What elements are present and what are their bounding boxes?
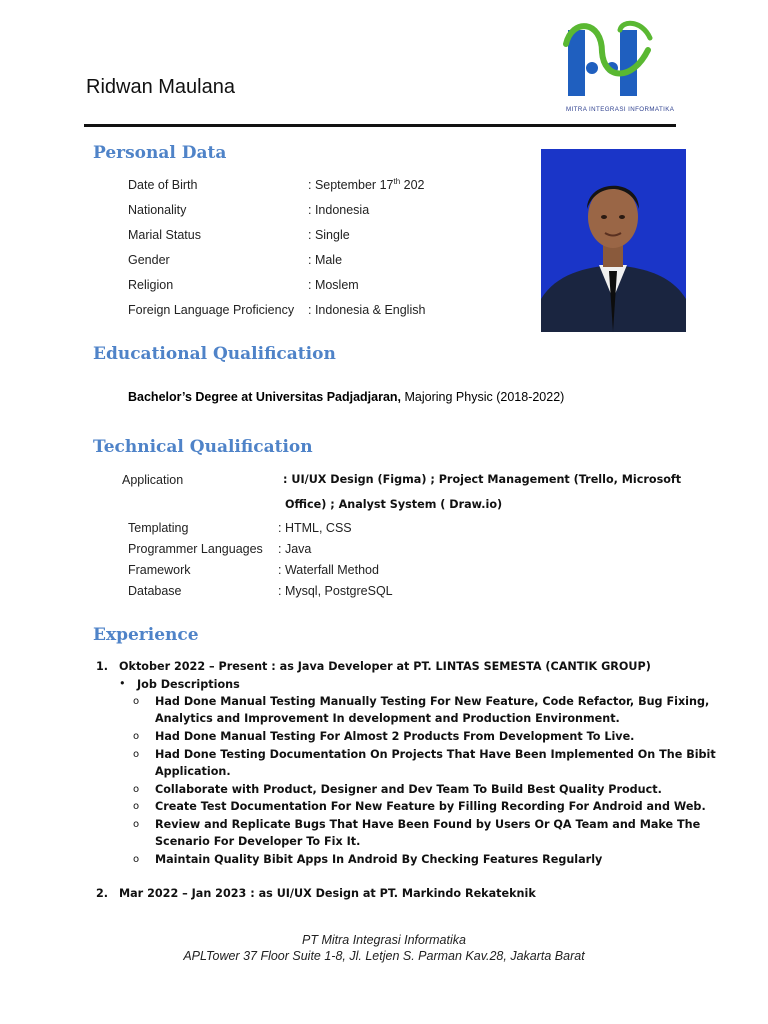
job-duty: Create Test Documentation For New Feature by Filling Recording For Android and Web. xyxy=(155,800,706,813)
job-duty: Review and Replicate Bugs That Have Been Found by Users Or QA Team and Make The xyxy=(155,818,701,831)
footer-address: APLTower 37 Floor Suite 1-8, Jl. Letjen S. Parman Kav.28, Jakarta Barat xyxy=(183,949,585,963)
job-duty: Had Done Manual Testing For Almost 2 Products From Development To Live. xyxy=(155,730,635,743)
job-number: 1. xyxy=(96,660,109,673)
circle-bullet-icon: o xyxy=(133,784,140,795)
job-duty: Had Done Manual Testing Manually Testing For New Feature, Code Refactor, Bug Fixing, xyxy=(155,695,710,708)
job-duty: Application. xyxy=(155,765,231,778)
circle-bullet-icon: o xyxy=(133,731,140,742)
section-heading-education: Educational Qualification xyxy=(93,344,336,364)
personal-label: Marial Status xyxy=(128,228,201,242)
tech-label: Programmer Languages xyxy=(128,542,263,556)
logo-caption: MITRA INTEGRASI INFORMATIKA xyxy=(566,106,675,113)
tech-value: : Mysql, PostgreSQL xyxy=(278,584,393,598)
tech-value: : Java xyxy=(278,542,312,556)
tech-label: Templating xyxy=(128,521,189,535)
job-duty: Maintain Quality Bibit Apps In Android By Checking Features Regularly xyxy=(155,853,603,866)
tech-value-application-2: Office) ; Analyst System ( Draw.io) xyxy=(285,498,503,511)
tech-label-application: Application xyxy=(122,473,184,487)
job-desc-label: Job Descriptions xyxy=(137,678,240,691)
tech-label: Framework xyxy=(128,563,191,577)
circle-bullet-icon: o xyxy=(133,854,140,865)
job-duty: Scenario For Developer To Fix It. xyxy=(155,835,361,848)
tech-label: Database xyxy=(128,584,182,598)
education-detail: Majoring Physic (2018-2022) xyxy=(401,390,565,404)
education-degree: Bachelor’s Degree at Universitas Padjadjaran, xyxy=(128,390,402,404)
tech-value: : Waterfall Method xyxy=(278,563,379,577)
tech-value: : HTML, CSS xyxy=(278,521,352,535)
footer-company: PT Mitra Integrasi Informatika xyxy=(302,933,466,947)
header-divider xyxy=(84,124,676,127)
job-duty: Had Done Testing Documentation On Projects That Have Been Implemented On The Bibit xyxy=(155,748,716,761)
personal-value: : Single xyxy=(308,228,350,242)
profile-photo xyxy=(541,149,686,332)
tech-value-application-1: : UI/UX Design (Figma) ; Project Management (Trello, Microsoft xyxy=(283,473,682,486)
personal-label: Foreign Language Proficiency xyxy=(128,303,295,317)
job-duty: Collaborate with Product, Designer and Dev Team To Build Best Quality Product. xyxy=(155,783,662,796)
circle-bullet-icon: o xyxy=(133,696,140,707)
personal-value: : Indonesia & English xyxy=(308,303,426,317)
personal-value: : Indonesia xyxy=(308,203,370,217)
candidate-name: Ridwan Maulana xyxy=(86,76,235,98)
job-duty: Analytics and Improvement In development and Production Environment. xyxy=(155,712,620,725)
education-entry xyxy=(128,390,564,404)
personal-value: : Male xyxy=(308,253,343,267)
personal-value: : September 17th 202 xyxy=(308,176,425,192)
job-number: 2. xyxy=(96,887,109,900)
personal-label: Religion xyxy=(128,278,174,292)
personal-value: : Moslem xyxy=(308,278,359,292)
circle-bullet-icon: o xyxy=(133,749,140,760)
section-heading-technical: Technical Qualification xyxy=(93,437,313,457)
circle-bullet-icon: o xyxy=(133,801,140,812)
section-heading-personal: Personal Data xyxy=(93,143,227,163)
personal-label: Nationality xyxy=(128,203,187,217)
personal-label: Gender xyxy=(128,253,170,267)
circle-bullet-icon: o xyxy=(133,819,140,830)
section-heading-experience: Experience xyxy=(93,625,199,645)
personal-label: Date of Birth xyxy=(128,178,198,192)
job-title: Oktober 2022 – Present : as Java Developer at PT. LINTAS SEMESTA (CANTIK GROUP) xyxy=(119,660,651,673)
bullet-icon: • xyxy=(119,677,126,690)
job-title: Mar 2022 – Jan 2023 : as UI/UX Design at PT. Markindo Rekateknik xyxy=(119,887,536,900)
